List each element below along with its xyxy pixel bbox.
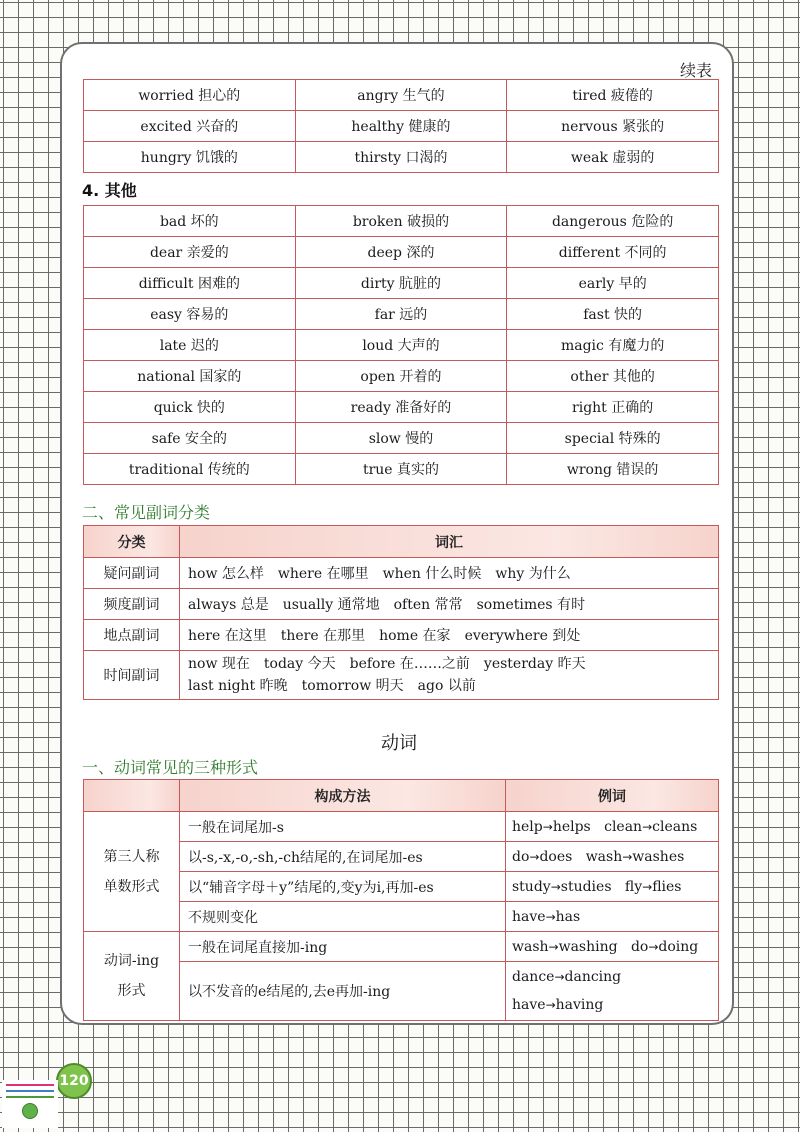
adjective-cell: excited 兴奋的	[84, 111, 296, 142]
verb-category-ing	[84, 932, 180, 1021]
verb-header-method: 构成方法	[180, 780, 506, 812]
adjective-cell: deep 深的	[295, 237, 507, 268]
verb-method: 以“辅音字母＋y”结尾的,变y为i,再加-es	[180, 872, 506, 902]
section-4-title: 4. 其他	[82, 181, 137, 200]
adverb-words	[180, 620, 719, 651]
example-form: does	[539, 848, 573, 865]
example-base: fly	[624, 878, 643, 895]
adverbs-row	[84, 620, 719, 651]
example-form: helps	[552, 818, 591, 835]
adverbs-table	[83, 525, 719, 700]
adjective-cell: dirty 肮脏的	[295, 268, 507, 299]
verb-method: 以不发音的e结尾的,去e再加-ing	[180, 962, 506, 1021]
adverb-word: tomorrow 明天	[301, 678, 404, 694]
continued-label: 续表	[679, 61, 712, 80]
adjective-cell: safe 安全的	[84, 423, 296, 454]
adjective-cell: quick 快的	[84, 392, 296, 423]
arrow-icon: →	[550, 879, 561, 894]
adverb-word: now 现在	[188, 656, 250, 672]
category-line: 第三人称	[103, 848, 160, 865]
arrow-icon: →	[548, 939, 559, 954]
verb-examples	[506, 932, 719, 962]
adjective-row	[84, 361, 719, 392]
adjective-row	[84, 423, 719, 454]
verb-header-examples: 例词	[506, 780, 719, 812]
example-form: flies	[652, 878, 682, 895]
page-number: 120	[56, 1063, 92, 1099]
example-form: having	[555, 997, 604, 1013]
adjective-cell: different 不同的	[507, 237, 719, 268]
adjective-cell: national 国家的	[84, 361, 296, 392]
adjective-cell: loud 大声的	[295, 330, 507, 361]
verb-examples	[506, 872, 719, 902]
adjective-cell: open 开着的	[295, 361, 507, 392]
adjective-cell: broken 破损的	[295, 206, 507, 237]
category-line: 单数形式	[103, 878, 160, 895]
adverb-words	[180, 651, 719, 700]
adjective-cell: tired 疲倦的	[507, 80, 719, 111]
arrow-icon: →	[554, 970, 565, 984]
adverb-word: last night 昨晚	[188, 678, 288, 694]
example-base: wash	[585, 848, 623, 865]
adjective-cell: special 特殊的	[507, 423, 719, 454]
verb-category-third-person	[84, 812, 180, 932]
adverb-word: always 总是	[188, 597, 269, 613]
adjective-cell: magic 有魔力的	[507, 330, 719, 361]
adjective-cell: true 真实的	[295, 454, 507, 485]
content-card	[60, 42, 734, 1025]
adjective-row	[84, 206, 719, 237]
adverb-word: everywhere 到处	[464, 628, 581, 644]
adjective-cell: easy 容易的	[84, 299, 296, 330]
adverb-word: yesterday 昨天	[483, 656, 586, 672]
adverb-word: before 在……之前	[349, 656, 470, 672]
adjective-cell: bad 坏的	[84, 206, 296, 237]
adverbs-row	[84, 589, 719, 620]
verb-examples	[506, 902, 719, 932]
adjective-cell: hungry 饥饿的	[84, 142, 296, 173]
adjective-cell: wrong 错误的	[507, 454, 719, 485]
adjective-cell: thirsty 口渴的	[295, 142, 507, 173]
adjective-cell: dear 亲爱的	[84, 237, 296, 268]
arrow-icon: →	[642, 819, 653, 834]
verb-heading: 动词	[381, 733, 417, 754]
adverb-category: 地点副词	[84, 620, 180, 651]
adverb-word: there 在那里	[280, 628, 366, 644]
example-base: have	[512, 997, 546, 1013]
example-form: doing	[658, 938, 699, 955]
verb-forms-section-title: 一、动词常见的三种形式	[82, 758, 259, 777]
arrow-icon: →	[642, 879, 653, 894]
verb-method: 一般在词尾直接加-ing	[180, 932, 506, 962]
adverb-word: today 今天	[263, 656, 336, 672]
adjective-cell: ready 准备好的	[295, 392, 507, 423]
example-form: washing	[558, 938, 618, 955]
adverb-category: 频度副词	[84, 589, 180, 620]
adverb-word: here 在这里	[188, 628, 267, 644]
adjective-row	[84, 237, 719, 268]
adjective-cell: early 早的	[507, 268, 719, 299]
adjective-row	[84, 392, 719, 423]
adjective-row	[84, 142, 719, 173]
adjective-row	[84, 299, 719, 330]
example-form: cleans	[652, 818, 698, 835]
example-form: dancing	[564, 969, 622, 985]
adverb-category: 疑问副词	[84, 558, 180, 589]
verb-method: 不规则变化	[180, 902, 506, 932]
adverb-category: 时间副词	[84, 651, 180, 700]
verb-method: 以-s,-x,-o,-sh,-ch结尾的,在词尾加-es	[180, 842, 506, 872]
adverb-word: where 在哪里	[277, 566, 369, 582]
verb-forms-table	[83, 779, 719, 1021]
adverb-words	[180, 558, 719, 589]
adjectives-table-emotions	[83, 79, 719, 173]
arrow-icon: →	[545, 909, 556, 924]
adjective-cell: dangerous 危险的	[507, 206, 719, 237]
adjective-cell: difficult 困难的	[84, 268, 296, 299]
example-base: study	[512, 878, 551, 895]
adjective-cell: traditional 传统的	[84, 454, 296, 485]
example-base: wash	[512, 938, 549, 955]
adjective-row	[84, 454, 719, 485]
arrow-icon: →	[622, 849, 633, 864]
adjective-row	[84, 330, 719, 361]
verb-header-empty	[84, 780, 180, 812]
adjective-cell: other 其他的	[507, 361, 719, 392]
arrow-icon: →	[648, 939, 659, 954]
adjectives-table-other	[83, 205, 719, 485]
publisher-logo-icon	[2, 1080, 58, 1128]
adverb-word: often 常常	[393, 597, 463, 613]
adverbs-header-words: 词汇	[180, 526, 719, 558]
example-base: do	[512, 848, 530, 865]
adjective-cell: late 迟的	[84, 330, 296, 361]
verb-examples	[506, 812, 719, 842]
adjective-row	[84, 268, 719, 299]
category-line: 动词-ing	[103, 953, 160, 969]
arrow-icon: →	[542, 819, 553, 834]
adjective-cell: right 正确的	[507, 392, 719, 423]
example-form: washes	[632, 848, 685, 865]
example-form: studies	[560, 878, 612, 895]
adverb-words	[180, 589, 719, 620]
adverb-word: why 为什么	[495, 566, 571, 582]
adjective-cell: worried 担心的	[84, 80, 296, 111]
adverb-word: how 怎么样	[188, 566, 264, 582]
example-base: do	[630, 938, 649, 955]
example-base: have	[512, 908, 546, 925]
arrow-icon: →	[529, 849, 540, 864]
example-base: dance	[512, 969, 555, 985]
adverb-word: home 在家	[379, 628, 451, 644]
example-base: help	[512, 818, 543, 835]
verb-examples	[506, 842, 719, 872]
adverbs-header-category: 分类	[84, 526, 180, 558]
adjective-cell: fast 快的	[507, 299, 719, 330]
example-base: clean	[604, 818, 643, 835]
adverb-word: usually 通常地	[282, 597, 380, 613]
arrow-icon: →	[545, 998, 556, 1012]
adjective-cell: healthy 健康的	[295, 111, 507, 142]
adjective-cell: weak 虚弱的	[507, 142, 719, 173]
verb-examples	[506, 962, 719, 1021]
adjective-cell: angry 生气的	[295, 80, 507, 111]
adjective-row	[84, 80, 719, 111]
adverb-word: when 什么时候	[382, 566, 482, 582]
adjective-cell: slow 慢的	[295, 423, 507, 454]
adverb-word: ago 以前	[417, 678, 476, 694]
adverb-word: sometimes 有时	[476, 597, 586, 613]
adjective-row	[84, 111, 719, 142]
category-line: 形式	[117, 983, 146, 999]
adjective-cell: far 远的	[295, 299, 507, 330]
example-form: has	[555, 908, 581, 925]
adverbs-row	[84, 558, 719, 589]
verb-method: 一般在词尾加-s	[180, 812, 506, 842]
adverbs-section-title: 二、常见副词分类	[82, 503, 211, 522]
adverbs-row	[84, 651, 719, 700]
adjective-cell: nervous 紧张的	[507, 111, 719, 142]
